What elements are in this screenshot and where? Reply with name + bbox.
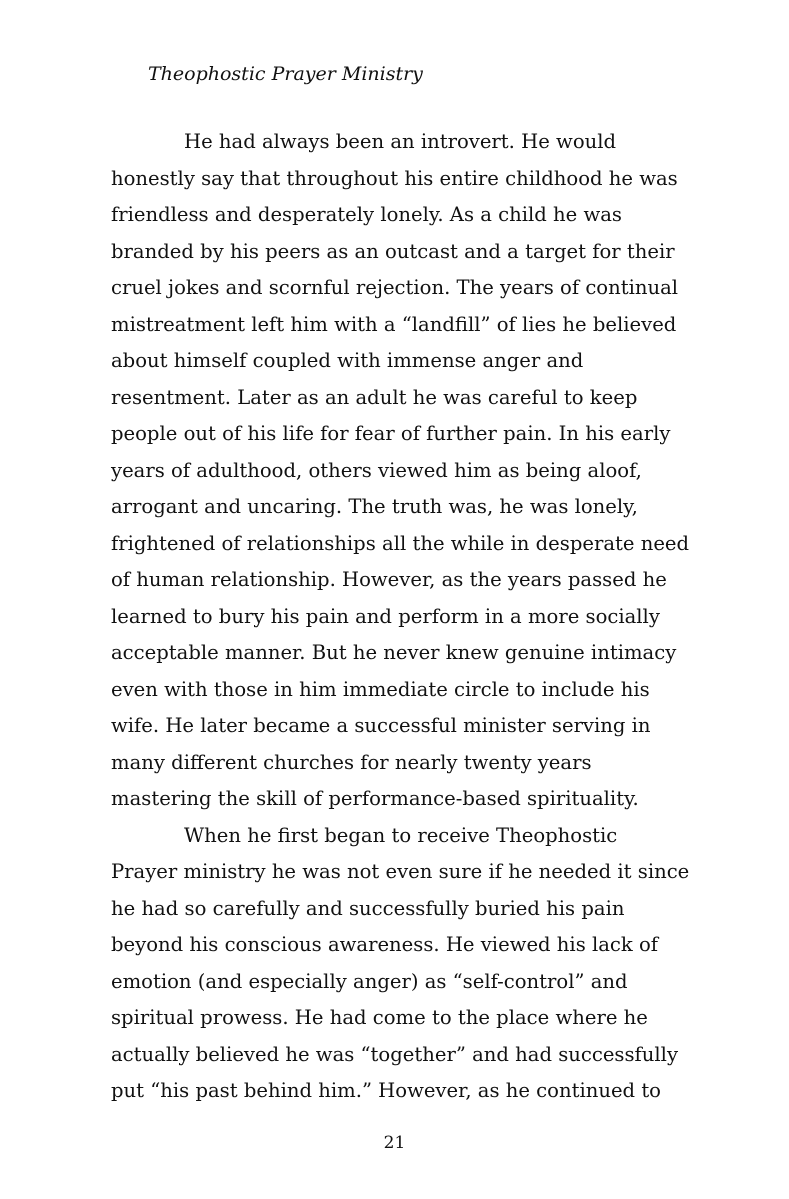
paragraph-line: honestly say that throughout his entire childhood he was <box>111 166 678 190</box>
body-text <box>111 124 691 1110</box>
paragraph-line: emotion (and especially anger) as “self-control” and <box>111 969 628 993</box>
running-header: Theophostic Prayer Ministry <box>148 63 423 85</box>
paragraph-line: years of adulthood, others viewed him as being aloof, <box>111 458 642 482</box>
paragraph-line: cruel jokes and scornful rejection. The years of continual <box>111 276 679 299</box>
paragraph-line: people out of his life for fear of further pain. In his early <box>111 422 671 445</box>
paragraph-line: even with those in him immediate circle to include his <box>111 677 650 701</box>
paragraph-line: of human relationship. However, as the years passed he <box>111 568 667 591</box>
paragraph-2 <box>111 818 691 1110</box>
paragraph-line: friendless and desperately lonely. As a child he was <box>111 203 622 226</box>
paragraph-line: Prayer ministry he was not even sure if he needed it since <box>111 860 690 883</box>
paragraph-line: frightened of relationships all the while in desperate need <box>111 531 690 555</box>
paragraph-line: wife. He later became a successful minister serving in <box>111 714 651 737</box>
paragraph-line: branded by his peers as an outcast and a target for their <box>111 239 675 263</box>
paragraph-line: many different churches for nearly twenty years <box>111 750 592 774</box>
paragraph-line: resentment. Later as an adult he was careful to keep <box>111 385 638 409</box>
paragraph-line: arrogant and uncaring. The truth was, he was lonely, <box>111 495 638 518</box>
paragraph-line: mastering the skill of performance-based spirituality. <box>111 787 639 810</box>
paragraph-line: put “his past behind him.” However, as he continued to <box>111 1079 661 1102</box>
paragraph-line: mistreatment left him with a “landfill” of lies he believed <box>111 312 677 336</box>
paragraph-line: learned to bury his pain and perform in a more socially <box>111 604 660 628</box>
paragraph-line: He had always been an introvert. He would <box>184 130 617 153</box>
paragraph-line: he had so carefully and successfully buried his pain <box>111 896 625 920</box>
paragraph-line: spiritual prowess. He had come to the place where he <box>111 1006 648 1029</box>
paragraph-1 <box>111 124 691 818</box>
paragraph-line: When he first began to receive Theophostic <box>184 823 618 847</box>
page-number: 21 <box>383 1133 406 1153</box>
paragraph-line: beyond his conscious awareness. He viewed his lack of <box>111 933 659 956</box>
paragraph-line: acceptable manner. But he never knew genuine intimacy <box>111 641 677 664</box>
paragraph-line: actually believed he was “together” and had successfully <box>111 1042 679 1066</box>
paragraph-line: about himself coupled with immense anger and <box>111 349 584 372</box>
